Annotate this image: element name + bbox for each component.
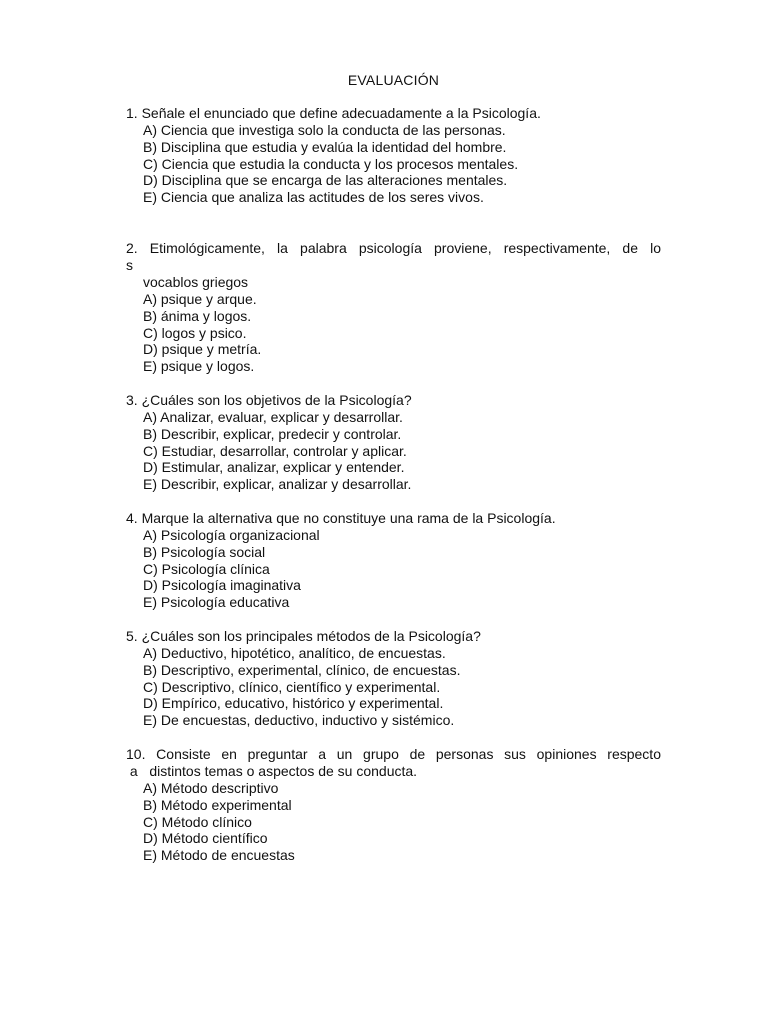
- question-1: [126, 105, 661, 206]
- option-e: E) Describir, explicar, analizar y desarrollar.: [143, 476, 412, 493]
- question-text: 1. Señale el enunciado que define adecuadamente a la Psicología.: [126, 105, 541, 121]
- question-text-wrap: s: [126, 256, 133, 273]
- option-list: [126, 527, 661, 611]
- option-c: C) logos y psico.: [143, 324, 247, 341]
- option-a: A) Deductivo, hipotético, analítico, de encuestas.: [143, 644, 446, 661]
- question-continuation: a distintos temas o aspectos de su conducta.: [126, 762, 418, 779]
- spacer: [126, 611, 661, 628]
- question-5: [126, 628, 661, 729]
- question-4: [126, 510, 661, 611]
- question-text: 3. ¿Cuáles son los objetivos de la Psicología?: [126, 391, 412, 408]
- option-b: B) Método experimental: [143, 796, 292, 813]
- option-c: C) Psicología clínica: [143, 560, 270, 577]
- question-text: 4. Marque la alternativa que no constituye una rama de la Psicología.: [126, 509, 556, 526]
- option-d: D) psique y metría.: [143, 341, 262, 358]
- option-e: E) Psicología educativa: [143, 594, 290, 611]
- option-e: E) psique y logos.: [143, 358, 255, 375]
- document-title: EVALUACIÓN: [347, 72, 440, 88]
- option-b: B) Descriptivo, experimental, clínico, de encuestas.: [143, 661, 461, 678]
- option-d: D) Psicología imaginativa: [143, 577, 301, 594]
- option-list: [126, 409, 661, 493]
- option-list: [126, 291, 661, 375]
- option-c: C) Estudiar, desarrollar, controlar y aplicar.: [143, 442, 407, 459]
- option-e: E) Ciencia que analiza las actitudes de los seres vivos.: [143, 189, 484, 206]
- question-10: [126, 746, 661, 864]
- option-a: A) Analizar, evaluar, explicar y desarrollar.: [143, 408, 403, 425]
- option-e: E) Método de encuestas: [143, 847, 295, 864]
- question-continuation: vocablos griegos: [143, 273, 249, 290]
- option-d: D) Estimular, analizar, explicar y entender.: [143, 459, 405, 476]
- option-d: D) Disciplina que se encarga de las alteraciones mentales.: [143, 172, 508, 189]
- option-a: A) psique y arque.: [143, 290, 257, 307]
- option-c: C) Método clínico: [143, 813, 252, 830]
- option-a: A) Método descriptivo: [143, 779, 279, 796]
- option-d: D) Empírico, educativo, histórico y experimental.: [143, 695, 444, 712]
- document-page: [126, 72, 661, 864]
- option-list: [126, 645, 661, 729]
- question-text: 5. ¿Cuáles son los principales métodos de la Psicología?: [126, 627, 481, 644]
- question-text: 10. Consiste en preguntar a un grupo de personas sus opiniones respecto: [126, 745, 661, 762]
- spacer: [126, 375, 661, 392]
- option-b: B) ánima y logos.: [143, 307, 252, 324]
- option-a: A) Ciencia que investiga solo la conducta de las personas.: [143, 122, 506, 138]
- option-d: D) Método científico: [143, 830, 268, 847]
- question-2: [126, 240, 661, 375]
- option-b: B) Disciplina que estudia y evalúa la identidad del hombre.: [143, 138, 507, 155]
- question-3: [126, 392, 661, 493]
- spacer: [126, 493, 661, 510]
- question-text: 2. Etimológicamente, la palabra psicología proviene, respectivamente, de lo: [126, 239, 661, 256]
- option-a: A) Psicología organizacional: [143, 526, 320, 543]
- spacer: [126, 206, 661, 240]
- option-c: C) Ciencia que estudia la conducta y los procesos mentales.: [143, 155, 519, 172]
- option-b: B) Psicología social: [143, 543, 266, 560]
- option-b: B) Describir, explicar, predecir y controlar.: [143, 425, 402, 442]
- option-list: [126, 780, 661, 864]
- option-c: C) Descriptivo, clínico, científico y experimental.: [143, 678, 441, 695]
- spacer: [126, 729, 661, 746]
- option-list: [126, 122, 661, 206]
- option-e: E) De encuestas, deductivo, inductivo y sistémico.: [143, 712, 455, 729]
